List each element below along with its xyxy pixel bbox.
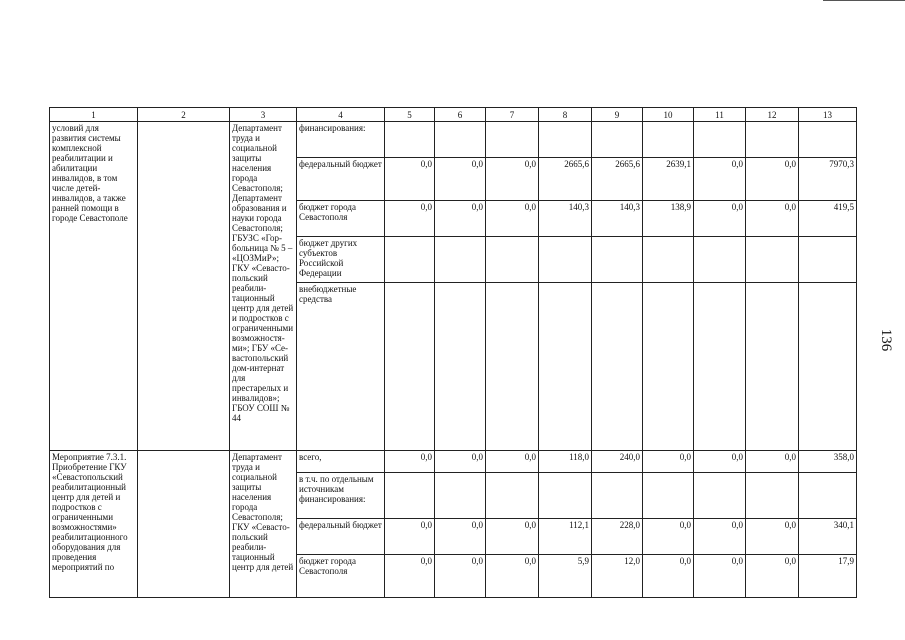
header-cell: 6 [435,108,486,122]
value-cell [799,283,857,451]
value-cell: 12,0 [592,555,643,598]
value-cell [694,283,746,451]
value-cell [592,283,643,451]
value-cell: 138,9 [643,201,694,237]
value-cell [592,473,643,519]
value-cell: 17,9 [799,555,857,598]
funding-source-cell: бюджет города Севастополя [297,201,385,237]
value-cell [799,122,857,158]
executor-cell: Департамент труда и социальной защиты населения города Севастополя; ГКУ «Севасто-польский реабили-тационный центр для детей [230,451,297,598]
value-cell: 0,0 [385,451,435,473]
value-cell: 0,0 [486,451,539,473]
value-cell: 0,0 [694,555,746,598]
value-cell: 5,9 [539,555,592,598]
value-cell [435,237,486,283]
top-rule [823,0,905,1]
value-cell [486,473,539,519]
value-cell [435,122,486,158]
header-cell: 3 [230,108,297,122]
value-cell [643,473,694,519]
value-cell [694,122,746,158]
value-cell [385,473,435,519]
value-cell: 0,0 [746,555,799,598]
header-row [50,108,857,122]
value-cell: 340,1 [799,519,857,555]
value-cell [746,122,799,158]
header-cell: 2 [138,108,230,122]
value-cell [694,237,746,283]
header-cell: 9 [592,108,643,122]
value-cell: 0,0 [746,451,799,473]
value-cell [385,283,435,451]
value-cell: 358,0 [799,451,857,473]
value-cell: 0,0 [435,158,486,201]
header-cell: 4 [297,108,385,122]
value-cell: 0,0 [435,555,486,598]
funding-source-cell: бюджет других субъектов Российской Федерации [297,237,385,283]
value-cell: 140,3 [592,201,643,237]
header-cell: 10 [643,108,694,122]
value-cell: 0,0 [694,201,746,237]
value-cell: 0,0 [643,519,694,555]
value-cell [539,122,592,158]
value-cell: 140,3 [539,201,592,237]
value-cell: 7970,3 [799,158,857,201]
header-cell: 5 [385,108,435,122]
empty-cell [138,451,230,598]
value-cell: 0,0 [694,451,746,473]
value-cell: 0,0 [435,519,486,555]
value-cell [746,237,799,283]
value-cell: 0,0 [486,555,539,598]
value-cell [746,283,799,451]
value-cell: 0,0 [486,201,539,237]
value-cell: 228,0 [592,519,643,555]
measure-name-cell: условий для развития системы комплексной реабилитации и абилитации инвалидов, в том числе детей-инвалидов, а также ранней помощи в городе Севастополе [50,122,138,451]
funding-source-cell: всего, [297,451,385,473]
value-cell: 0,0 [643,555,694,598]
funding-source-cell: бюджет города Севастополя [297,555,385,598]
value-cell [539,283,592,451]
value-cell: 0,0 [694,519,746,555]
header-cell: 8 [539,108,592,122]
value-cell [539,237,592,283]
header-cell: 7 [486,108,539,122]
value-cell: 2665,6 [592,158,643,201]
value-cell: 0,0 [746,201,799,237]
value-cell [385,237,435,283]
value-cell: 112,1 [539,519,592,555]
header-cell: 12 [746,108,799,122]
value-cell: 0,0 [435,201,486,237]
value-cell: 2665,6 [539,158,592,201]
value-cell [486,237,539,283]
header-cell: 1 [50,108,138,122]
value-cell: 0,0 [694,158,746,201]
value-cell: 118,0 [539,451,592,473]
header-cell: 11 [694,108,746,122]
value-cell [592,237,643,283]
funding-source-cell: финансирования: [297,122,385,158]
value-cell [643,283,694,451]
value-cell [592,122,643,158]
value-cell [643,122,694,158]
value-cell: 0,0 [486,519,539,555]
funding-source-cell: федеральный бюджет [297,519,385,555]
value-cell [694,473,746,519]
value-cell: 0,0 [385,158,435,201]
program-table [49,107,857,598]
value-cell [385,122,435,158]
table-row [50,122,857,158]
value-cell [799,473,857,519]
value-cell: 0,0 [385,519,435,555]
value-cell: 0,0 [746,158,799,201]
funding-source-cell: федеральный бюджет [297,158,385,201]
funding-source-cell: в т.ч. по отдельным источникам финансирования: [297,473,385,519]
header-cell: 13 [799,108,857,122]
value-cell [435,283,486,451]
value-cell: 240,0 [592,451,643,473]
value-cell: 2639,1 [643,158,694,201]
value-cell [539,473,592,519]
value-cell [435,473,486,519]
value-cell [643,237,694,283]
value-cell: 419,5 [799,201,857,237]
funding-source-cell: внебюджетные средства [297,283,385,451]
value-cell: 0,0 [385,555,435,598]
measure-name-cell: Мероприятие 7.3.1. Приобретение ГКУ «Севастопольский реабилитационный центр для детей и подростков с ограниченными возможностями» реабилитационного оборудования для проведения мероприятий по [50,451,138,598]
value-cell [746,473,799,519]
value-cell [799,237,857,283]
executor-cell: Департамент труда и социальной защиты населения города Севастополя; Департамент образования и науки города Севастополя; ГБУЗС «Гор-больница № 5 – «ЦОЗМиР»; ГКУ «Севасто-польский реабили-тационный центр для детей и подростков с ограниченными возможностя-ми»; ГБУ «Се-вастопольский дом-интернат для престарелых и инвалидов»; ГБОУ СОШ № 44 [230,122,297,451]
value-cell: 0,0 [643,451,694,473]
value-cell: 0,0 [435,451,486,473]
table-row [50,451,857,473]
page-number: 136 [878,328,894,352]
empty-cell [138,122,230,451]
value-cell [486,283,539,451]
value-cell: 0,0 [486,158,539,201]
value-cell [486,122,539,158]
value-cell: 0,0 [385,201,435,237]
value-cell: 0,0 [746,519,799,555]
